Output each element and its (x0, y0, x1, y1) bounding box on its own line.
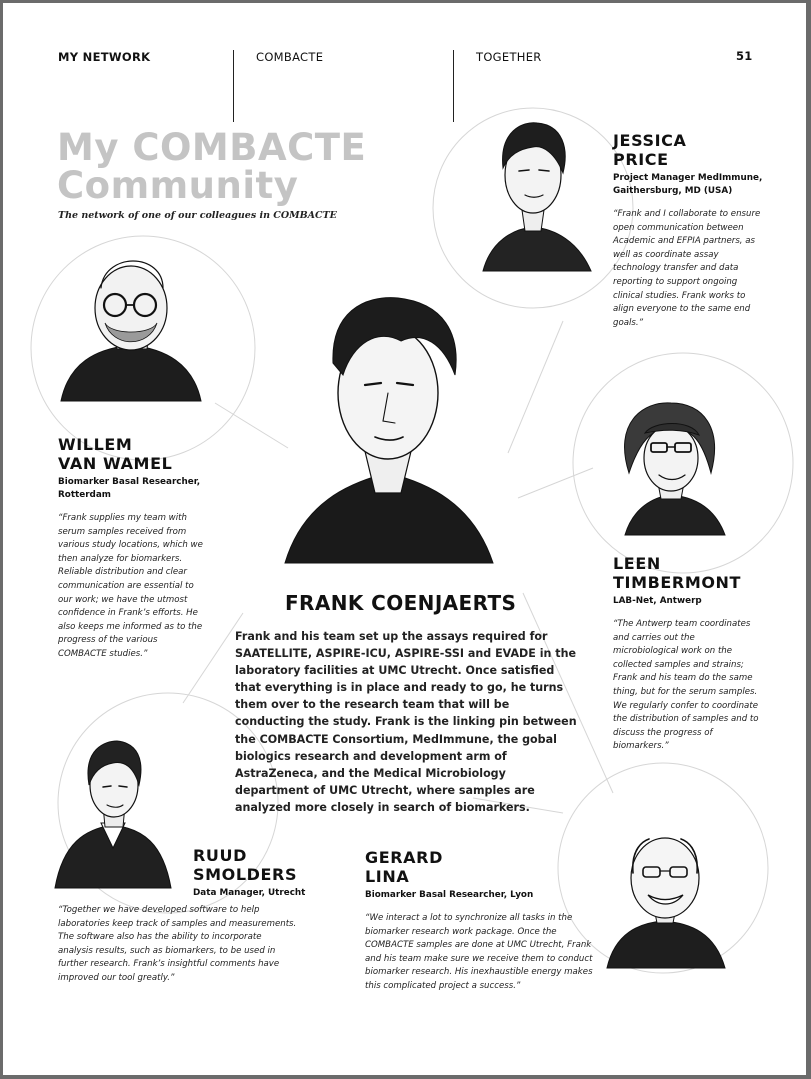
person-quote: “Frank and I collaborate to ensure open communication between Academic and EFPIA partners, as well as coordinate assay technology transfer and data reporting to support ongoing clinical studies. Frank works to align everyone to the same end goals.” (613, 209, 761, 328)
jessica-portrait (483, 123, 591, 271)
person-name: WILLEM (58, 435, 133, 454)
person-role: LAB-Net, Antwerp (613, 596, 702, 606)
person-role: Biomarker Basal Researcher, Rotterdam (58, 477, 201, 500)
person-name: VAN WAMEL (58, 454, 173, 473)
person-role: Project Manager MedImmune, Gaithersburg, MD (USA) (613, 173, 763, 196)
main-person-name: FRANK COENJAERTS (285, 591, 517, 615)
page-title-line-2: Community (57, 164, 299, 207)
header-divider (233, 50, 234, 122)
magazine-page (3, 3, 806, 1075)
page-title (57, 126, 367, 207)
person-quote: “The Antwerp team coordinates and carries out the microbiological work on the collected samples and strains; Frank and his team do the same thing, but for the serum samples. We regularly confer to coordinate the distribution of samples and to discuss the progress of biomarkers.” (613, 619, 759, 752)
person-role: Biomarker Basal Researcher, Lyon (365, 890, 534, 900)
page-title-line-1: My COMBACTE (57, 126, 367, 169)
person-jessica (613, 131, 773, 330)
connector-line (215, 403, 288, 448)
main-person-bio: Frank and his team set up the assays required for SAATELLITE, ASPIRE-ICU, ASPIRE-SSI and EVADE in the laboratory facilities at UMC Utrecht. Once satisfied that everything is in place and ready to go, he turns them over to the research team that will be conducting the study. Frank is the linking pin between the COMBACTE Consortium, MedImmune, the gobal biologics research and development arm of AstraZeneca, and the Medical Microbiology department of UMC Utrecht, where samples are analyzed more closely in search of biomarkers. (235, 630, 577, 814)
person-name: TIMBERMONT (613, 573, 742, 592)
header-divider (453, 50, 454, 122)
page-number: 51 (736, 49, 753, 63)
person-name: RUUD (193, 846, 247, 865)
person-willem (58, 435, 208, 662)
person-name: JESSICA (613, 131, 687, 150)
gerard-portrait (607, 838, 725, 968)
nav-combacte: COMBACTE (256, 50, 324, 64)
person-gerard (365, 848, 595, 994)
nav-my-network: MY NETWORK (58, 50, 151, 64)
person-quote: “We interact a lot to synchronize all tasks in the biomarker research work package. Once the COMBACTE samples are done at UMC Utrecht, Frank and his team make sure we receive them to conduct biomarker research. His inexhaustible energy makes this complicated project a success.” (365, 913, 593, 991)
frank-portrait (285, 298, 493, 563)
person-quote: “Frank supplies my team with serum samples received from various study locations, which we then analyze for biomarkers. Reliable distribution and clear communication are essential to our work; we have the utmost confidence in Frank’s efforts. He also keeps me informed as to the progress of the various COMBACTE studies.” (58, 513, 203, 659)
person-name: LINA (365, 867, 410, 886)
ruud-portrait (55, 741, 171, 888)
person-role: Data Manager, Utrecht (193, 888, 306, 898)
nav-together: TOGETHER (476, 50, 542, 64)
person-quote-ruud: “Together we have developed software to help laboratories keep track of samples and measurements. The software also has the ability to incorporate analysis results, such as biomarkers, to be used in further research. Frank’s insightful comments have improved our tool greatly.” (58, 905, 297, 983)
person-name: GERARD (365, 848, 443, 867)
person-name: SMOLDERS (193, 865, 298, 884)
connector-line (518, 468, 593, 498)
page-subtitle: The network of one of our colleagues in COMBACTE (58, 210, 337, 221)
person-leen (613, 554, 761, 754)
willem-portrait (61, 261, 201, 401)
person-ruud (193, 846, 343, 900)
connector-line (508, 321, 563, 453)
person-name: PRICE (613, 150, 669, 169)
leen-portrait (625, 403, 725, 535)
person-name: LEEN (613, 554, 661, 573)
